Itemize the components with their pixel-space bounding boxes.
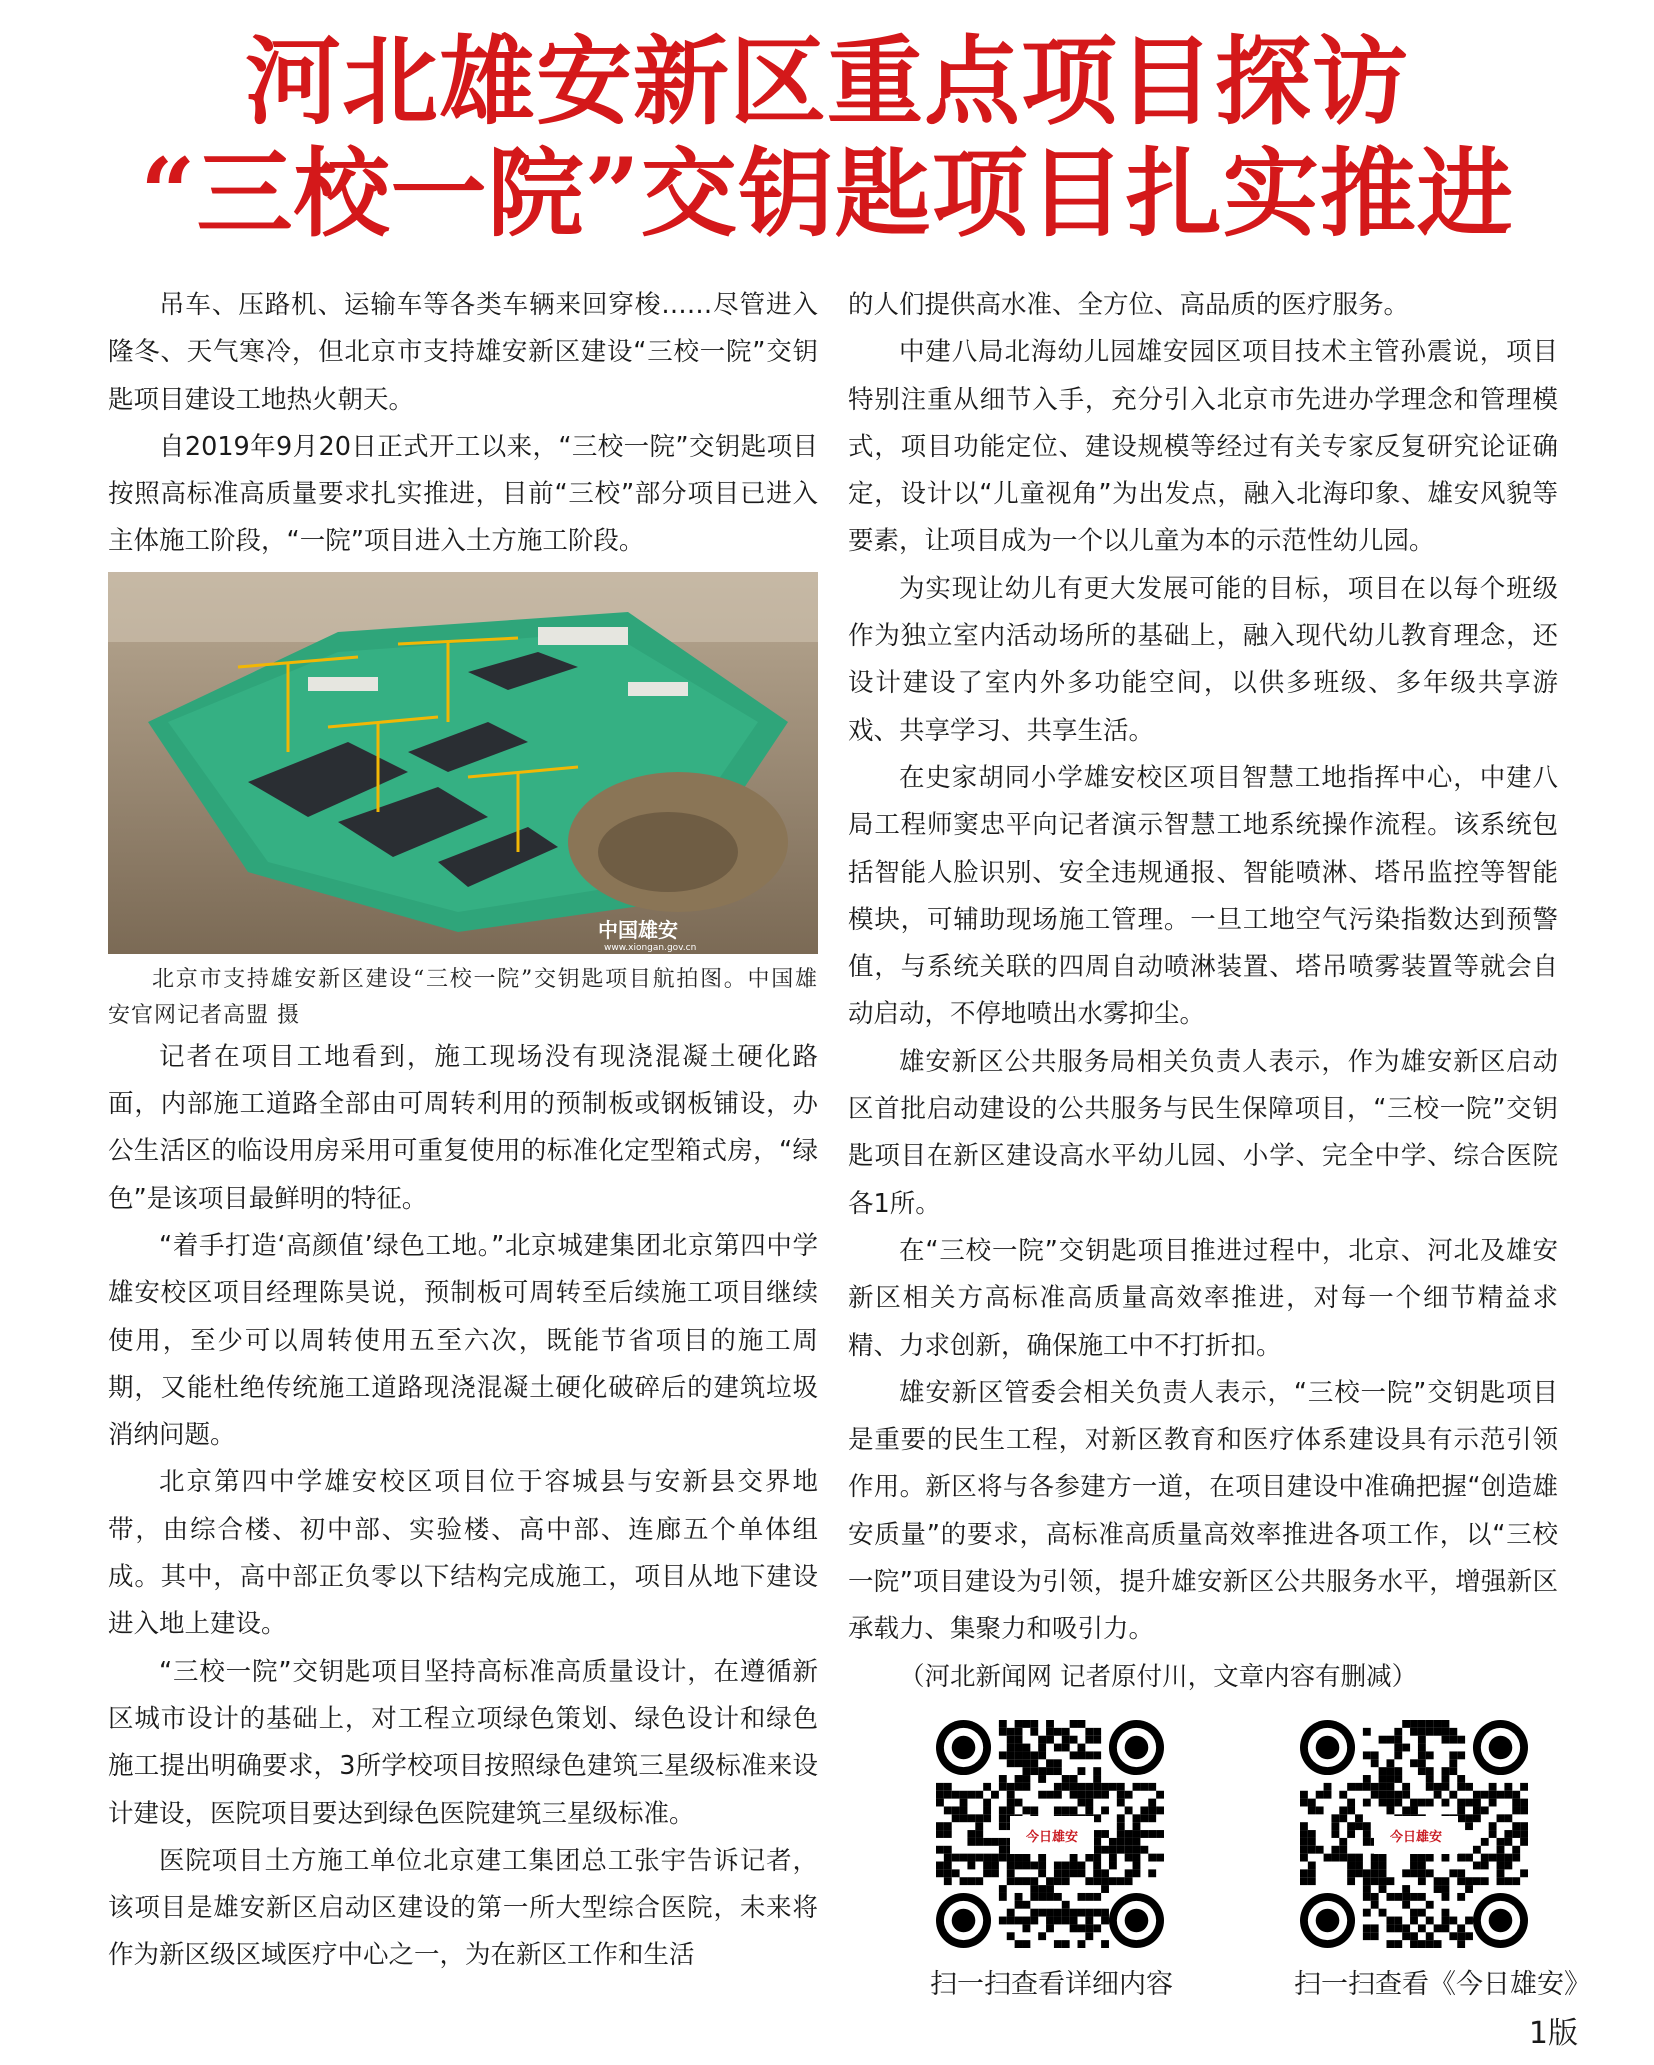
left-column: [108, 282, 818, 1980]
article-paragraph: “着手打造‘高颜值’绿色工地。”北京城建集团北京第四中学雄安校区项目经理陈昊说，预制板可周转至后续施工项目继续使用，至少可以周转使用五至六次，既能节省项目的施工周期，又能杜绝传统施工道路现浇混凝土硬化破碎后的建筑垃圾消纳问题。: [108, 1230, 818, 1451]
article-paragraph: 在“三校一院”交钥匙项目推进过程中，北京、河北及雄安新区相关方高标准高质量高效率推进，对每一个细节精益求精、力求创新，确保施工中不打折扣。: [848, 1235, 1558, 1361]
aerial-photo: [108, 572, 818, 954]
article-paragraph: 雄安新区管委会相关负责人表示，“三校一院”交钥匙项目是重要的民生工程，对新区教育和医疗体系建设具有示范引领作用。新区将与各参建方一道，在项目建设中准确把握“创造雄安质量”的要求，高标准高质量高效率推进各项工作，以“三校一院”项目建设为引领，提升雄安新区公共服务水平，增强新区承载力、集聚力和吸引力。: [848, 1377, 1558, 1645]
qr-label-newspaper: 扫一扫查看《今日雄安》: [1294, 1969, 1591, 2000]
qr-block-newspaper: [1294, 1720, 1591, 2001]
article-paragraph: 为实现让幼儿有更大发展可能的目标，项目在以每个班级作为独立室内活动场所的基础上，融入现代幼儿教育理念，还设计建设了室内外多功能空间，以供多班级、多年级共享游戏、共享学习、共享生活。: [848, 573, 1558, 746]
article-paragraph: 记者在项目工地看到，施工现场没有现浇混凝土硬化路面，内部施工道路全部由可周转利用的预制板或钢板铺设，办公生活区的临设用房采用可重复使用的标准化定型箱式房，“绿色”是该项目最鲜明的特征。: [108, 1041, 818, 1214]
qr-label-details: 扫一扫查看详细内容: [930, 1969, 1173, 2000]
page-number: 1版: [1528, 2016, 1578, 2051]
article-paragraph: 吊车、压路机、运输车等各类车辆来回穿梭……尽管进入隆冬、天气寒冷，但北京市支持雄安新区建设“三校一院”交钥匙项目建设工地热火朝天。: [108, 290, 818, 415]
photo-watermark: 中国雄安: [598, 917, 678, 942]
article-paragraph: 中建八局北海幼儿园雄安园区项目技术主管孙震说，项目特别注重从细节入手，充分引入北京市先进办学理念和管理模式，项目功能定位、建设规模等经过有关专家反复研究论证确定，设计以“儿童视角”为出发点，融入北海印象、雄安风貌等要素，让项目成为一个以儿童为本的示范性幼儿园。: [848, 337, 1558, 557]
qr-code-details[interactable]: [936, 1720, 1164, 1948]
article-paragraph: 北京第四中学雄安校区项目位于容城县与安新县交界地带，由综合楼、初中部、实验楼、高中部、连廊五个单体组成。其中，高中部正负零以下结构完成施工，项目从地下建设进入地上建设。: [108, 1467, 818, 1640]
qr-logo: 今日雄安: [1374, 1816, 1458, 1854]
qr-code-newspaper[interactable]: [1300, 1720, 1528, 1948]
article-paragraph: 自2019年9月20日正式开工以来，“三校一院”交钥匙项目按照高标准高质量要求扎实推进，目前“三校”部分项目已进入主体施工阶段，“一院”项目进入土方施工阶段。: [108, 431, 818, 557]
article-paragraph: 雄安新区公共服务局相关负责人表示，作为雄安新区启动区首批启动建设的公共服务与民生保障项目，“三校一院”交钥匙项目在新区建设高水平幼儿园、小学、完全中学、综合医院各1所。: [848, 1046, 1558, 1219]
article-paragraph: “三校一院”交钥匙项目坚持高标准高质量设计，在遵循新区城市设计的基础上，对工程立项绿色策划、绿色设计和绿色施工提出明确要求，3所学校项目按照绿色建筑三星级标准来设计建设，医院项目要达到绿色医院建筑三星级标准。: [108, 1656, 818, 1829]
headline-line2: “三校一院”交钥匙项目扎实推进: [140, 137, 1514, 250]
article-paragraph: 医院项目土方施工单位北京建工集团总工张宇告诉记者，该项目是雄安新区启动区建设的第一所大型综合医院，未来将作为新区级区域医疗中心之一，为在新区工作和生活: [108, 1845, 818, 1971]
article-paragraph: 在史家胡同小学雄安校区项目智慧工地指挥中心，中建八局工程师窦忠平向记者演示智慧工地系统操作流程。该系统包括智能人脸识别、安全违规通报、智能喷淋、塔吊监控等智能模块，可辅助现场施工管理。一旦工地空气污染指数达到预警值，与系统关联的四周自动喷淋装置、塔吊喷雾装置等就会自动启动，不停地喷出水雾抑尘。: [848, 762, 1558, 1030]
article-credit: （河北新闻网 记者原付川，文章内容有删减）: [899, 1661, 1418, 1692]
photo-watermark-sub: www.xiongan.gov.cn: [604, 942, 697, 953]
right-column: [848, 282, 1558, 1701]
headline-line1: 河北雄安新区重点项目探访: [245, 25, 1409, 138]
construction-site-image: [108, 572, 818, 954]
qr-block-details: [930, 1720, 1173, 2001]
article-paragraph: 的人们提供高水准、全方位、高品质的医疗服务。: [848, 290, 1410, 320]
photo-caption: 北京市支持雄安新区建设“三校一院”交钥匙项目航拍图。中国雄安官网记者高盟 摄: [108, 966, 818, 1028]
qr-logo: 今日雄安: [1010, 1816, 1094, 1854]
